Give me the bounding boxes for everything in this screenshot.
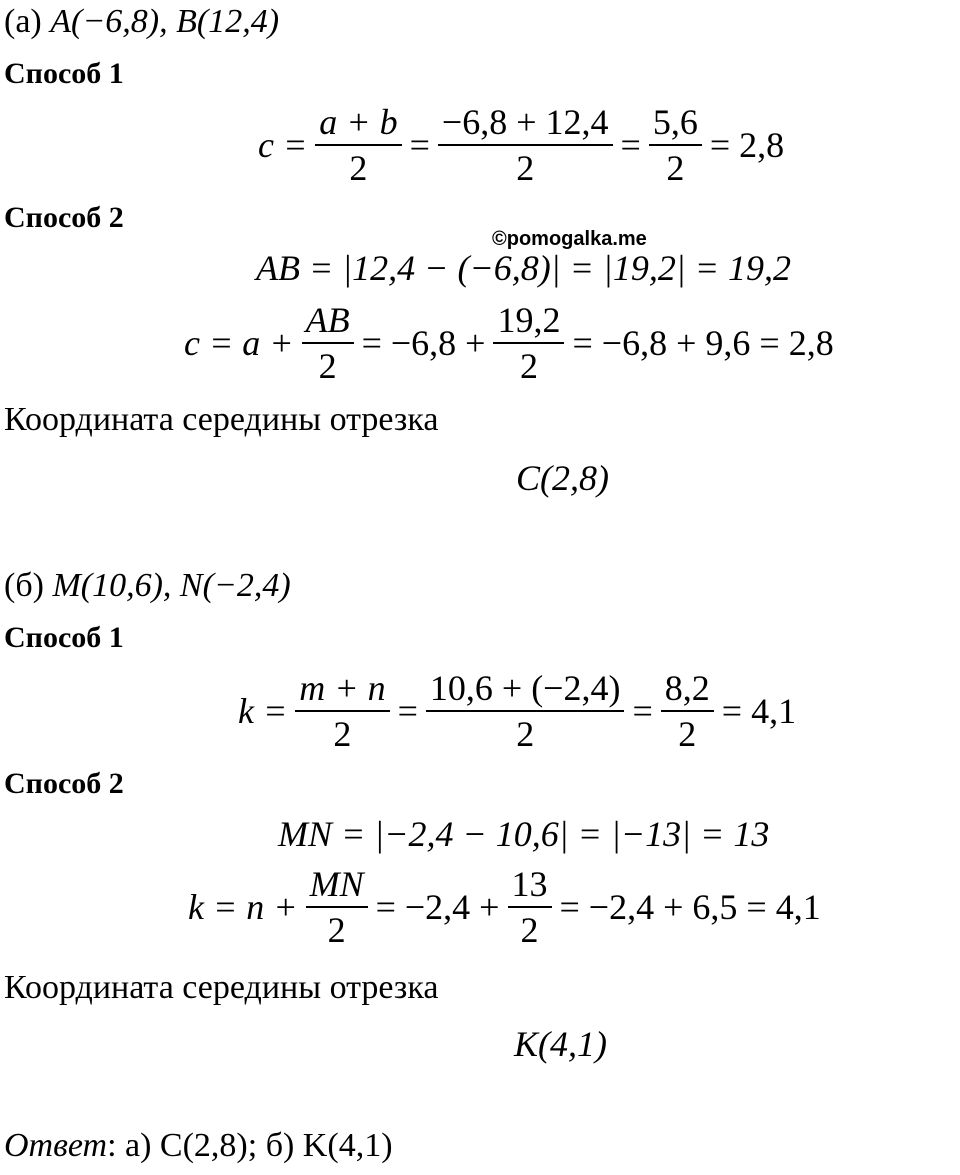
fraction-denominator: 2: [666, 148, 685, 188]
distance-formula: MN = |−2,4 − 10,6| = |−13| = 13: [278, 814, 770, 854]
part-b-label: (б): [4, 567, 44, 604]
fraction: [295, 668, 389, 754]
formula-middle: = −6,8 +: [361, 323, 486, 363]
fraction-numerator: 10,6 + (−2,4): [429, 668, 621, 708]
fraction: [426, 668, 625, 754]
fraction-denominator: 2: [333, 714, 352, 754]
answer-line: [4, 1126, 393, 1166]
part-b-midpoint-value: [514, 1022, 607, 1066]
formula-lhs: c = a +: [184, 323, 294, 363]
midpoint-coordinate: C(2,8): [516, 458, 609, 498]
part-b-method2-title: Способ 2: [4, 767, 124, 800]
fraction-numerator: a + b: [319, 102, 398, 142]
formula-lhs: c =: [258, 125, 308, 165]
fraction-denominator: 2: [520, 910, 539, 950]
part-a-points: A(−6,8), B(12,4): [50, 3, 280, 40]
part-b-header: [4, 566, 291, 606]
answer-label: Ответ: [4, 1127, 108, 1164]
part-a-header: [4, 2, 279, 42]
fraction-denominator: 2: [519, 346, 538, 386]
formula-result: = −2,4 + 6,5 = 4,1: [559, 887, 821, 927]
fraction-denominator: 2: [516, 148, 535, 188]
formula-result: = 4,1: [721, 691, 797, 731]
formula-lhs: k =: [238, 691, 288, 731]
part-a-label: (а): [4, 3, 42, 40]
fraction: [315, 102, 401, 188]
part-b-method1-formula: [238, 668, 796, 754]
fraction-numerator: 13: [511, 864, 548, 904]
part-b-points: M(10,6), N(−2,4): [52, 567, 291, 604]
answer-text: : а) C(2,8); б) K(4,1): [107, 1127, 393, 1164]
equals-sign: =: [409, 125, 430, 165]
midpoint-coordinate: K(4,1): [514, 1024, 607, 1064]
fraction-numerator: 5,6: [652, 102, 698, 142]
equals-sign: =: [632, 691, 653, 731]
formula-result: = −6,8 + 9,6 = 2,8: [572, 323, 834, 363]
fraction: [508, 864, 552, 950]
fraction-denominator: 2: [678, 714, 697, 754]
fraction: [649, 102, 702, 188]
fraction-denominator: 2: [349, 148, 368, 188]
equals-sign: =: [397, 691, 418, 731]
formula-result: = 2,8: [709, 125, 785, 165]
part-b-method2-line1: [278, 812, 769, 856]
part-b-method1-title: Способ 1: [4, 621, 124, 654]
fraction: [302, 300, 354, 386]
fraction-numerator: 19,2: [497, 300, 561, 340]
fraction: [493, 300, 564, 386]
part-a-midpoint-value: [516, 456, 609, 500]
fraction-denominator: 2: [318, 346, 337, 386]
equals-sign: =: [620, 125, 641, 165]
part-b-midpoint-label: Координата середины отрезка: [4, 969, 439, 1006]
part-a-method2-line1: [256, 246, 791, 290]
fraction-numerator: AB: [305, 300, 350, 340]
fraction-numerator: −6,8 + 12,4: [441, 102, 609, 142]
part-a-midpoint-label: Координата середины отрезка: [4, 401, 439, 438]
fraction: [438, 102, 613, 188]
watermark-text: ©pomogalka.me: [492, 228, 647, 250]
fraction-denominator: 2: [516, 714, 535, 754]
part-b-method2-formula: [188, 864, 821, 950]
fraction-numerator: m + n: [299, 668, 386, 708]
fraction-numerator: 8,2: [664, 668, 710, 708]
part-a-method2-title: Способ 2: [4, 201, 124, 234]
distance-formula: AB = |12,4 − (−6,8)| = |19,2| = 19,2: [256, 248, 792, 288]
formula-middle: = −2,4 +: [375, 887, 500, 927]
fraction: [306, 864, 368, 950]
part-a-method1-formula: [258, 102, 784, 188]
part-a-method2-formula: [184, 300, 834, 386]
fraction-numerator: MN: [309, 864, 364, 904]
formula-lhs: k = n +: [188, 887, 298, 927]
part-a-method1-title: Способ 1: [4, 57, 124, 90]
fraction: [661, 668, 714, 754]
fraction-denominator: 2: [327, 910, 346, 950]
